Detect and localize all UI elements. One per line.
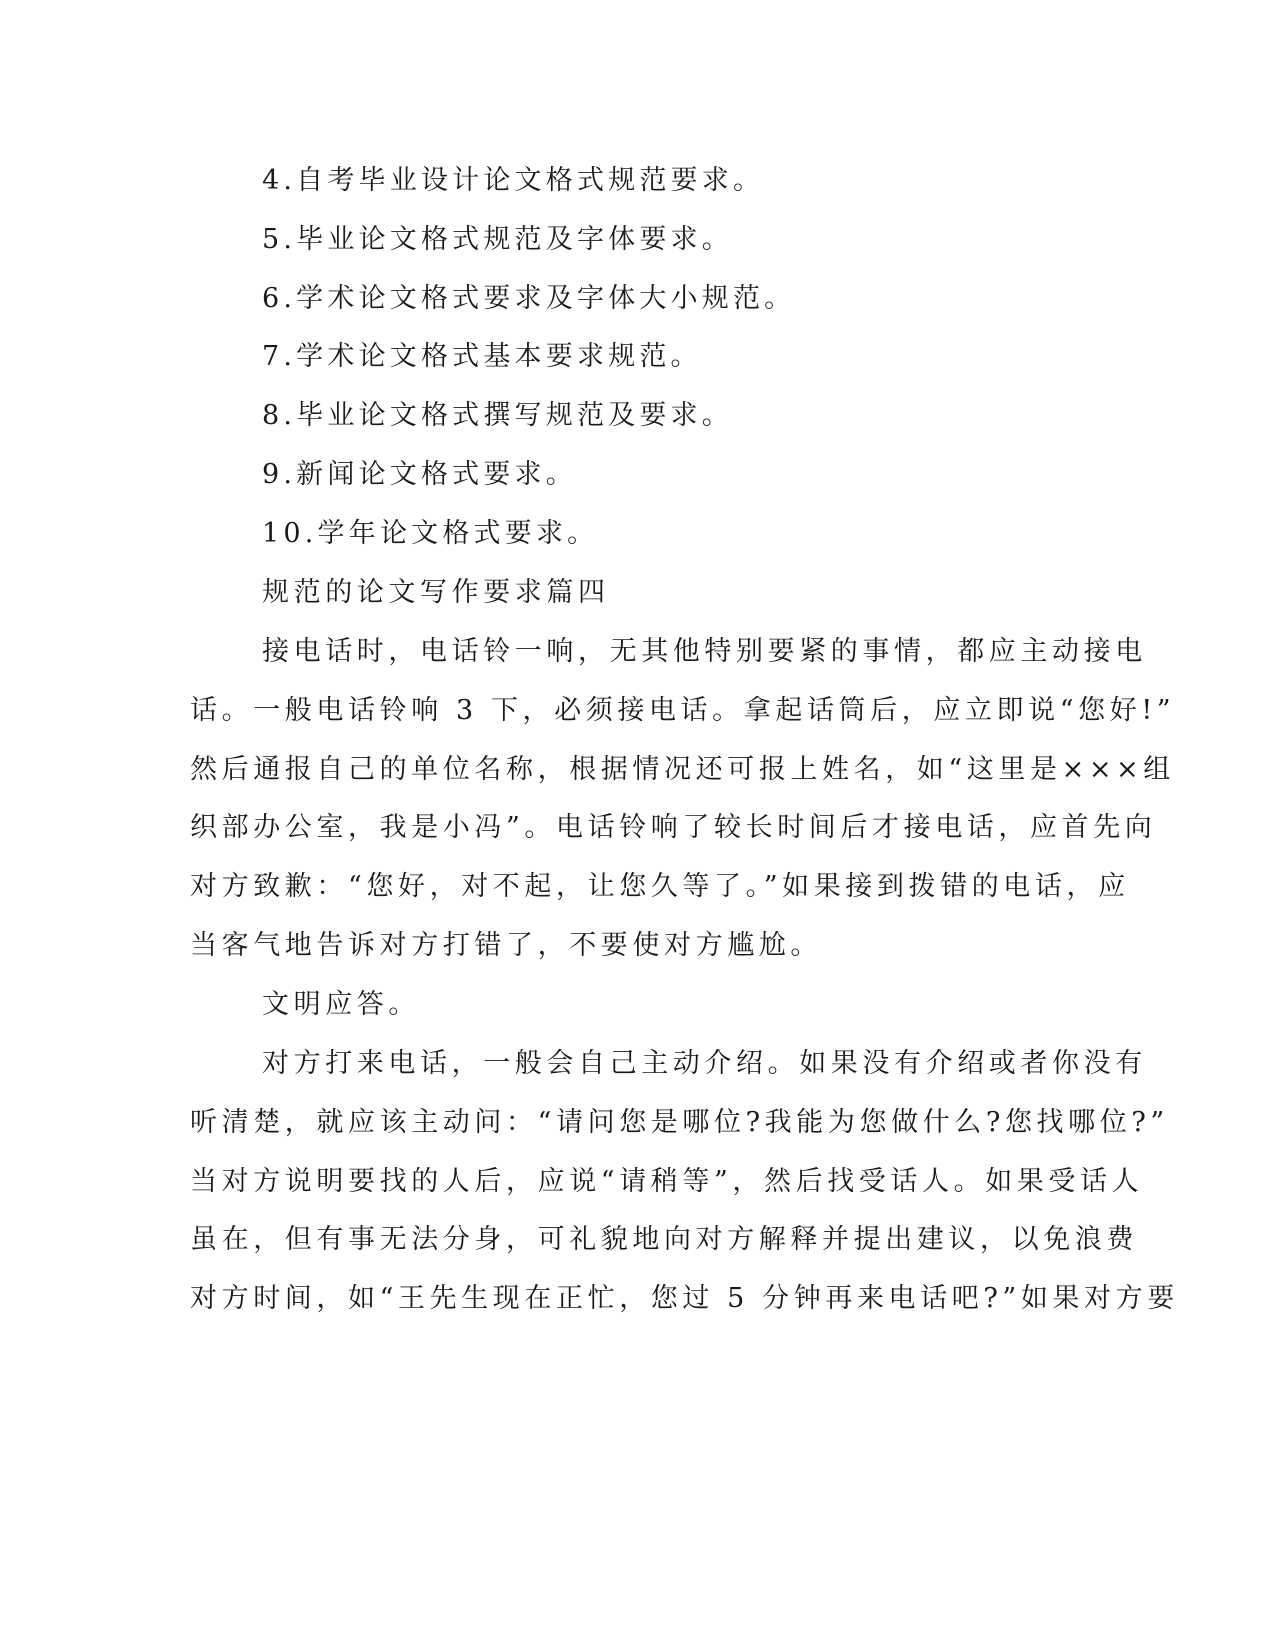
list-item: 5.毕业论文格式规范及字体要求。 [262,224,733,255]
paragraph-line: 然后通报自己的单位名称，根据情况还可报上姓名，如“这里是×××组 [190,754,1175,785]
paragraph-line: 织部办公室，我是小冯”。电话铃响了较长时间后才接电话，应首先向 [190,812,1157,843]
paragraph-line: 对方打来电话，一般会自己主动介绍。如果没有介绍或者你没有 [262,1048,1147,1079]
list-item: 7.学术论文格式基本要求规范。 [262,341,702,372]
subheading: 文明应答。 [262,989,420,1020]
list-item: 9.新闻论文格式要求。 [262,459,577,490]
paragraph-line: 接电话时，电话铃一响，无其他特别要紧的事情，都应主动接电 [262,636,1147,667]
paragraph-line: 对方致歉：“您好，对不起，让您久等了。”如果接到拨错的电话，应 [190,871,1130,902]
list-item: 8.毕业论文格式撰写规范及要求。 [262,400,733,431]
section-heading: 规范的论文写作要求篇四 [262,577,610,608]
paragraph-line: 当客气地告诉对方打错了，不要使对方尴尬。 [190,930,822,961]
list-item: 6.学术论文格式要求及字体大小规范。 [262,283,796,314]
paragraph-line: 听清楚，就应该主动问：“请问您是哪位?我能为您做什么?您找哪位?” [190,1107,1169,1138]
list-item: 4.自考毕业设计论文格式规范要求。 [262,165,765,196]
paragraph-line: 当对方说明要找的人后，应说“请稍等”，然后找受话人。如果受话人 [190,1166,1144,1197]
list-item: 10.学年论文格式要求。 [262,518,599,549]
paragraph-line: 话。一般电话铃响 3 下，必须接电话。拿起话筒后，应立即说“您好!” [190,695,1176,726]
paragraph-line: 虽在，但有事无法分身，可礼貌地向对方解释并提出建议，以免浪费 [190,1224,1138,1255]
paragraph-line: 对方时间，如“王先生现在正忙，您过 5 分钟再来电话吧?”如果对方要 [190,1283,1179,1314]
